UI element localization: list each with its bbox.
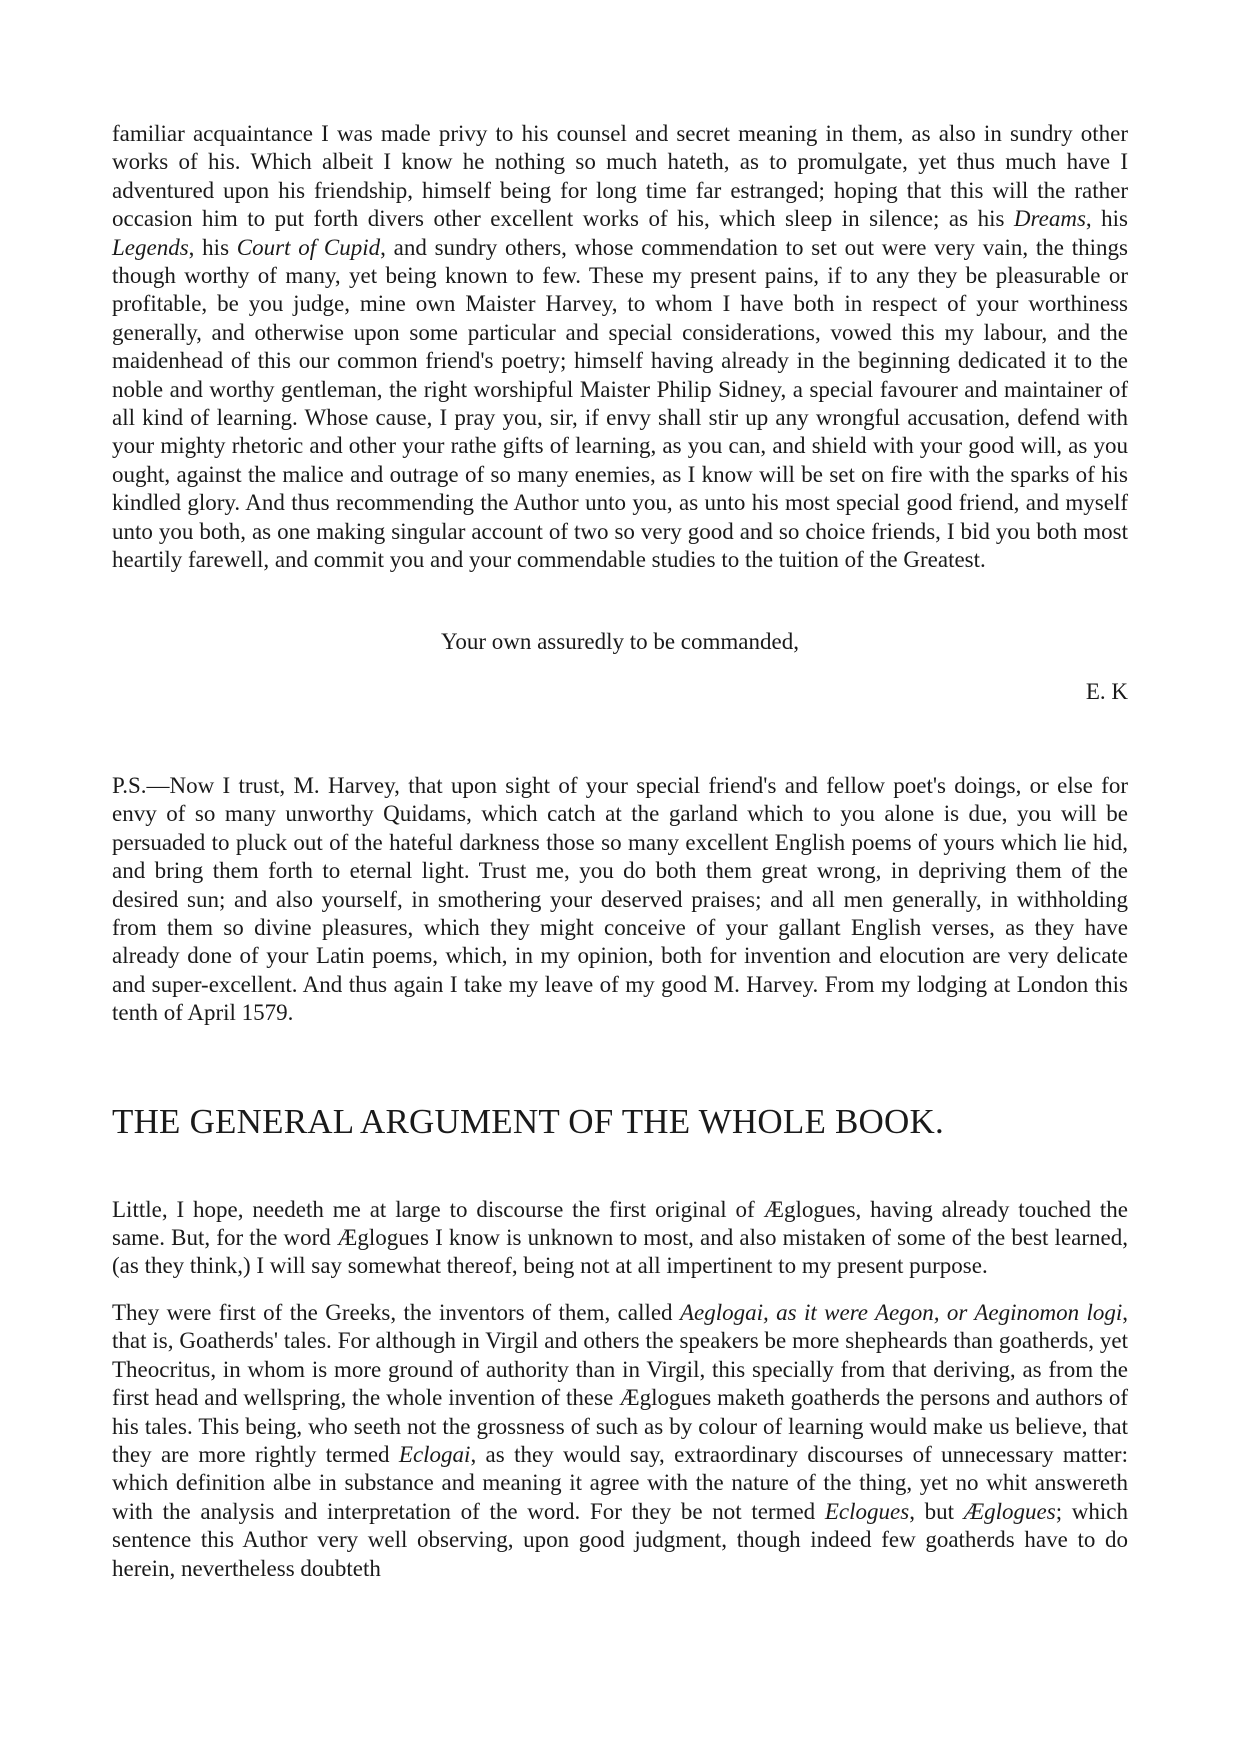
argument-paragraph-1: Little, I hope, needeth me at large to discourse the first original of Æglogues, having already touched the same. But, for the word Æglogues I know is unknown to most, and also mistaken of some of the best learned, (as they think,) I will say somewhat thereof, being not at all impertinent to my present purpose. [112, 1196, 1128, 1279]
italic-title: Legends [112, 234, 189, 260]
letter-signature: E. K [1085, 679, 1128, 704]
argument-paragraph-2: They were first of the Greeks, the inventors of them, called Aeglogai, as it were Aegon, or Aeginomon logi, that is, Goatherds' tales. For although in Virgil and others the speakers be more shepheards than goatherds, yet Theocritus, in whom is more ground of authority than in Virgil, this specially from that deriving, as from the first head and wellspring, the whole invention of these Æglogues maketh goatherds the persons and authors of his tales. This being, who seeth not the grossness of such as by colour of learning would make us believe, that they are more rightly termed Eclogai, as they would say, extraordinary discourses of unnecessary matter: which definition albe in substance and meaning it agree with the nature of the thing, yet no whit answereth with the analysis and interpretation of the word. For they be not termed Eclogues, but Æglogues; which sentence this Author very well observing, upon good judgment, though indeed few goatherds have to do herein, nevertheless doubteth [112, 1299, 1129, 1581]
section-heading: THE GENERAL ARGUMENT OF THE WHOLE BOOK. [112, 1101, 944, 1141]
postscript-paragraph: P.S.—Now I trust, M. Harvey, that upon sight of your special friend's and fellow poet's doings, or else for envy of so many unworthy Quidams, which catch at the garland which to you alone is due, you will be persuaded to pluck out of the hateful darkness those so many excellent English poems of yours which lie hid, and bring them forth to eternal light. Trust me, you do both them great wrong, in depriving them of the desired sun; and also yourself, in smothering your deserved praises; and all men generally, in withholding from them so divine pleasures, which they might conceive of your gallant English verses, as they have already done of your Latin poems, which, in my opinion, both for invention and elocution are very delicate and super-excellent. And thus again I take my leave of my good M. Harvey. From my lodging at London this tenth of April 1579. [112, 773, 1128, 1026]
letter-closing: Your own assuredly to be commanded, [441, 629, 799, 654]
document-page [112, 120, 1128, 1583]
italic-title: Court of Cupid [236, 234, 381, 260]
italic-title: Eclogai [398, 1441, 471, 1467]
italic-title: Æglogues [963, 1498, 1056, 1524]
italic-title: Eclogues [824, 1498, 910, 1524]
italic-title: Dreams [1013, 206, 1086, 232]
letter-paragraph: familiar acquaintance I was made privy to his counsel and secret meaning in them, as also in sundry other works of his. Which albeit I know he nothing so much hateth, as to promulgate, yet thus much have I adventured upon his friendship, himself being for long time far estranged; hoping that this will the rather occasion him to put forth divers other excellent works of his, which sleep in silence; as his Dreams, his Legends, his Court of Cupid, and sundry others, whose commendation to set out were very vain, the things though worthy of many, yet being known to few. These my present pains, if to any they be pleasurable or profitable, be you judge, mine own Maister Harvey, to whom I have both in respect of your worthiness generally, and otherwise upon some particular and special considerations, vowed this my labour, and the maidenhead of this our common friend's poetry; himself having already in the beginning dedicated it to the noble and worthy gentleman, the right worshipful Maister Philip Sidney, a special favourer and maintainer of all kind of learning. Whose cause, I pray you, sir, if envy shall stir up any wrongful accusation, defend with your mighty rhetoric and other your rathe gifts of learning, as you can, and shield with your good will, as you ought, against the malice and outrage of so many enemies, as I know will be set on fire with the sparks of his kindled glory. And thus recommending the Author unto you, as unto his most special good friend, and myself unto you both, as one making singular account of two so very good and so choice friends, I bid you both most heartily farewell, and commit you and your commendable studies to the tuition of the Greatest. [112, 121, 1129, 573]
italic-title: Aeglogai, as it were Aegon, or Aeginomon logi [679, 1299, 1123, 1325]
